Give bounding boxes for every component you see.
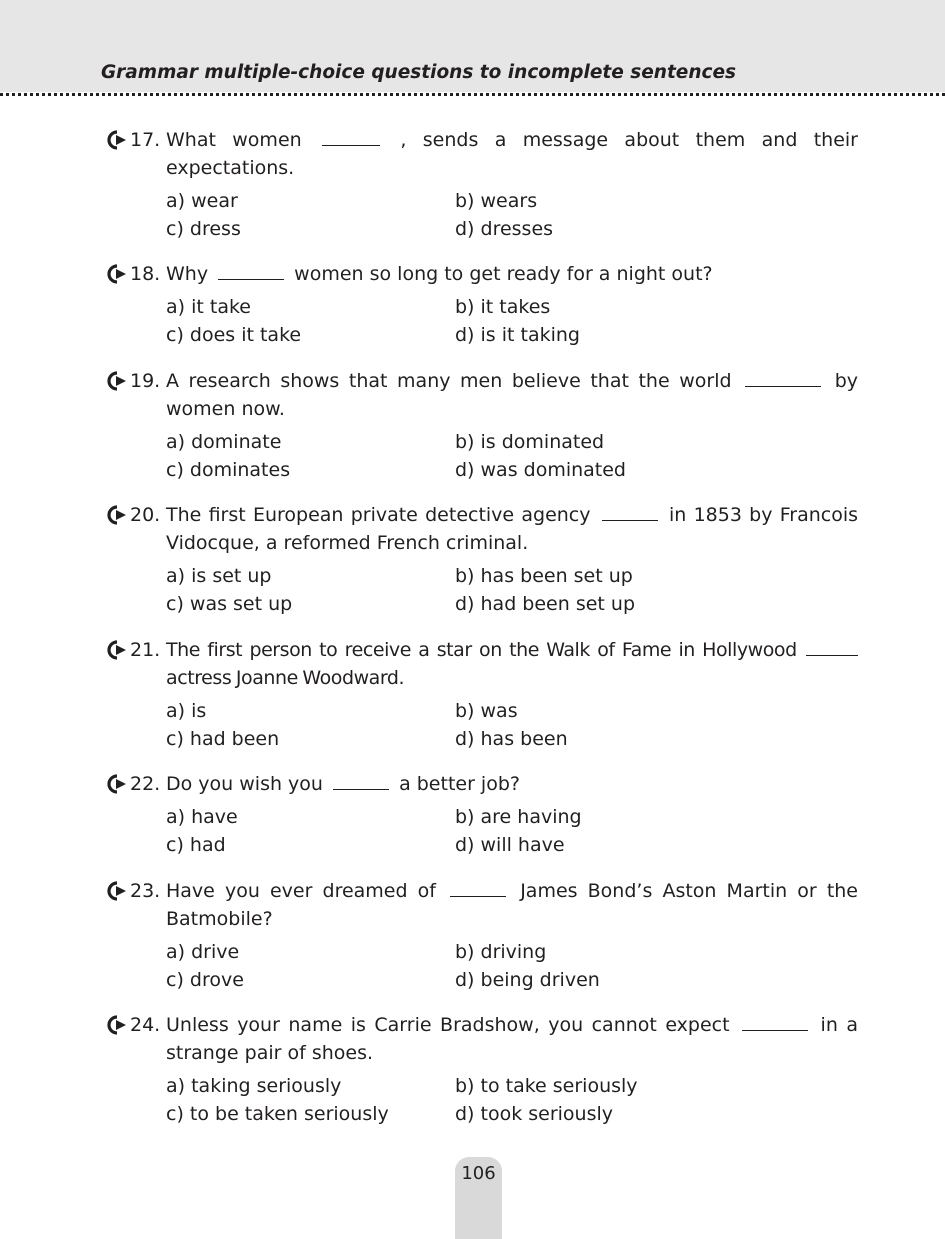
- option-a[interactable]: a) is: [166, 700, 207, 722]
- option-d[interactable]: d) being driven: [455, 969, 600, 991]
- option-b[interactable]: b) to take seriously: [455, 1075, 638, 1097]
- answer-options: [166, 697, 858, 753]
- option-b[interactable]: b) it takes: [455, 296, 551, 318]
- question-24: [104, 1011, 858, 1128]
- circular-arrow-icon: [104, 774, 128, 794]
- section-title: Grammar multiple-choice questions to incomplete sentences: [101, 62, 737, 83]
- option-b[interactable]: b) has been set up: [455, 565, 633, 587]
- circular-arrow-icon: [104, 1015, 128, 1035]
- option-c[interactable]: c) drove: [166, 969, 244, 991]
- circular-arrow-icon: [104, 371, 128, 391]
- answer-options: [166, 562, 858, 618]
- option-a[interactable]: a) is set up: [166, 565, 272, 587]
- question-text: Have you ever dreamed of James Bond’s Aston Martin or the Batmobile?: [166, 880, 858, 930]
- option-d[interactable]: d) took seriously: [455, 1103, 614, 1125]
- circular-arrow-icon: [104, 130, 128, 150]
- option-c[interactable]: c) to be taken seriously: [166, 1103, 389, 1125]
- option-b[interactable]: b) driving: [455, 941, 547, 963]
- option-b[interactable]: b) are having: [455, 806, 582, 828]
- option-b[interactable]: b) wears: [455, 190, 538, 212]
- question-21: [104, 636, 858, 753]
- question-text: What women , sends a message about them and their expectations.: [166, 129, 858, 179]
- question-23: [104, 877, 858, 994]
- option-a[interactable]: a) taking seriously: [166, 1075, 342, 1097]
- question-17: [104, 126, 858, 243]
- option-c[interactable]: c) does it take: [166, 324, 302, 346]
- option-c[interactable]: c) had been: [166, 728, 280, 750]
- question-text: Do you wish you a better job?: [166, 773, 520, 795]
- answer-blank: [333, 772, 389, 790]
- question-text: A research shows that many men believe that the world by women now.: [166, 370, 859, 420]
- circular-arrow-icon: [104, 640, 128, 660]
- question-20: [104, 501, 858, 618]
- option-d[interactable]: d) dresses: [455, 218, 554, 240]
- answer-blank: [806, 638, 858, 656]
- question-number: 20.: [130, 504, 161, 526]
- page-number: 106: [461, 1163, 496, 1184]
- question-text: The first European private detective agency in 1853 by Francois Vidocque, a reformed French criminal.: [166, 504, 859, 554]
- answer-options: [166, 428, 858, 484]
- question-text: Unless your name is Carrie Bradshow, you cannot expect in a strange pair of shoes.: [166, 1014, 858, 1064]
- circular-arrow-icon: [104, 881, 128, 901]
- option-c[interactable]: c) had: [166, 834, 226, 856]
- answer-blank: [602, 503, 658, 521]
- option-b[interactable]: b) is dominated: [455, 431, 605, 453]
- option-c[interactable]: c) dress: [166, 218, 241, 240]
- question-number: 24.: [130, 1014, 161, 1036]
- answer-blank: [450, 879, 506, 897]
- answer-options: [166, 1072, 858, 1128]
- circular-arrow-icon: [104, 505, 128, 525]
- option-d[interactable]: d) will have: [455, 834, 565, 856]
- option-a[interactable]: a) have: [166, 806, 238, 828]
- answer-blank: [322, 128, 380, 146]
- question-text: The first person to receive a star on the Walk of Fame in Hollywood actress Joanne Woodward.: [166, 636, 858, 692]
- page-header: [0, 0, 945, 92]
- option-a[interactable]: a) it take: [166, 296, 251, 318]
- question-22: [104, 770, 858, 859]
- question-19: [104, 367, 858, 484]
- question-text: Why women so long to get ready for a night out?: [166, 263, 713, 285]
- answer-options: [166, 938, 858, 994]
- option-d[interactable]: d) had been set up: [455, 593, 635, 615]
- question-number: 19.: [130, 370, 161, 392]
- answer-blank: [745, 369, 821, 387]
- option-d[interactable]: d) was dominated: [455, 459, 626, 481]
- header-dotted-divider: [0, 93, 945, 96]
- question-18: [104, 260, 858, 349]
- question-number: 22.: [130, 773, 161, 795]
- question-number: 17.: [130, 129, 161, 151]
- option-b[interactable]: b) was: [455, 700, 518, 722]
- option-c[interactable]: c) dominates: [166, 459, 291, 481]
- answer-blank: [218, 262, 284, 280]
- option-c[interactable]: c) was set up: [166, 593, 293, 615]
- option-a[interactable]: a) wear: [166, 190, 238, 212]
- question-number: 21.: [130, 639, 161, 661]
- answer-options: [166, 803, 858, 859]
- answer-options: [166, 293, 858, 349]
- option-a[interactable]: a) dominate: [166, 431, 282, 453]
- answer-blank: [742, 1013, 808, 1031]
- question-number: 18.: [130, 263, 161, 285]
- option-d[interactable]: d) has been: [455, 728, 568, 750]
- question-number: 23.: [130, 880, 161, 902]
- answer-options: [166, 187, 858, 243]
- option-d[interactable]: d) is it taking: [455, 324, 580, 346]
- circular-arrow-icon: [104, 264, 128, 284]
- option-a[interactable]: a) drive: [166, 941, 240, 963]
